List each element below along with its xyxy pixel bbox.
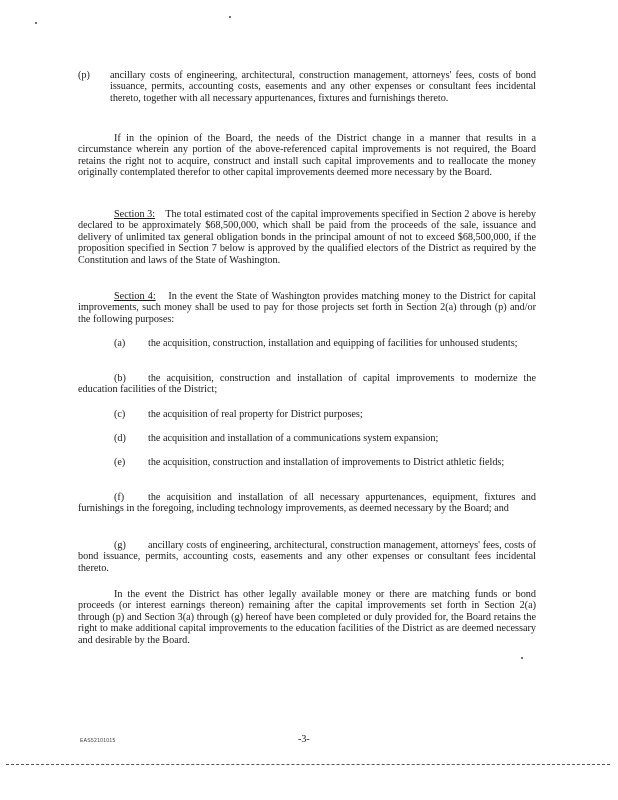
list-item-e bbox=[78, 457, 536, 468]
list-item-a bbox=[78, 338, 536, 349]
list-item-b-label: (b) bbox=[114, 373, 126, 384]
list-item-g bbox=[78, 540, 536, 574]
list-item-d-text: the acquisition and installation of a communications system expansion; bbox=[148, 433, 439, 444]
list-item-d-label: (d) bbox=[114, 433, 126, 444]
document-code: EAS52101015 bbox=[80, 738, 116, 744]
item-p-label: (p) bbox=[78, 70, 90, 81]
list-item-f-label: (f) bbox=[114, 492, 125, 503]
scan-speck bbox=[229, 16, 231, 18]
list-item-g-text: ancillary costs of engineering, architectural, construction management, attorneys' fees, costs of bond issuance, permits, accounting costs, easements and any other expenses or consultant fees incidental thereto. bbox=[78, 540, 536, 574]
list-item-b-text: the acquisition, construction and installation of capital improvements to modernize the education facilities of the District; bbox=[78, 373, 536, 396]
section-3-paragraph bbox=[78, 209, 536, 266]
list-item-c-text: the acquisition of real property for District purposes; bbox=[148, 409, 363, 420]
paragraph-remaining-funds: In the event the District has other legally available money or there are matching funds or bond proceeds (or interest earnings thereon) remaining after the capital improvements set forth in Section 2(a) through (p) and Section 3(a) through (g) hereof have been completed or duly provided for, the Board retains the right to make additional capital improvements to the education facilities of the District as are deemed necessary and desirable by the Board. bbox=[78, 589, 536, 646]
item-p bbox=[78, 70, 536, 128]
section-4-text: In the event the State of Washington provides matching money to the District for capital improvements, such money shall be used to pay for those projects set forth in Section 2(a) through (p) and/or the following purposes: bbox=[78, 291, 536, 325]
item-p-text: ancillary costs of engineering, architectural, construction management, attorneys' fees, costs of bond issuance, permits, accounting costs, easements and any other expenses or consultant fees incidental thereto, together with all necessary appurtenances, fixtures and furnishings thereto. bbox=[110, 70, 536, 104]
scan-artifact-line bbox=[6, 764, 610, 765]
list-item-a-text: the acquisition, construction, installation and equipping of facilities for unhoused students; bbox=[148, 338, 518, 349]
list-item-b bbox=[78, 373, 536, 396]
list-item-g-label: (g) bbox=[114, 540, 126, 551]
list-item-e-label: (e) bbox=[114, 457, 126, 468]
section-3-heading: Section 3: bbox=[114, 209, 156, 220]
list-item-e-text: the acquisition, construction and installation of improvements to District athletic fields; bbox=[148, 457, 505, 468]
page-number: -3- bbox=[298, 734, 310, 745]
list-item-c-label: (c) bbox=[114, 409, 126, 420]
list-item-f-text: the acquisition and installation of all necessary appurtenances, equipment, fixtures and furnishings in the foregoing, including technology improvements, as deemed necessary by the Board; and bbox=[78, 492, 536, 515]
list-item-f bbox=[78, 492, 536, 515]
scan-speck bbox=[521, 657, 523, 659]
paragraph-board-reallocation: If in the opinion of the Board, the needs of the District change in a manner that results in a circumstance wherein any portion of the above-referenced capital improvements is not required, the Board retains the right not to acquire, construct and install such capital improvements and to reallocate the money originally contemplated therefor to other capital improvements deemed more necessary by the Board. bbox=[78, 133, 536, 179]
list-item-a-label: (a) bbox=[114, 338, 126, 349]
section-4-paragraph bbox=[78, 291, 536, 325]
list-item-c bbox=[78, 409, 536, 420]
list-item-d bbox=[78, 433, 536, 444]
section-3-text: The total estimated cost of the capital improvements specified in Section 2 above is hereby declared to be approximately $68,500,000, which shall be paid from the proceeds of the sale, issuance and delivery of unlimited tax general obligation bonds in the principal amount of not to exceed $68,500,000, if the proposition specified in Section 7 below is approved by the qualified electors of the District as required by the Constitution and laws of the State of Washington. bbox=[78, 209, 537, 266]
section-4-heading: Section 4: bbox=[114, 291, 156, 302]
scan-speck bbox=[35, 22, 37, 24]
